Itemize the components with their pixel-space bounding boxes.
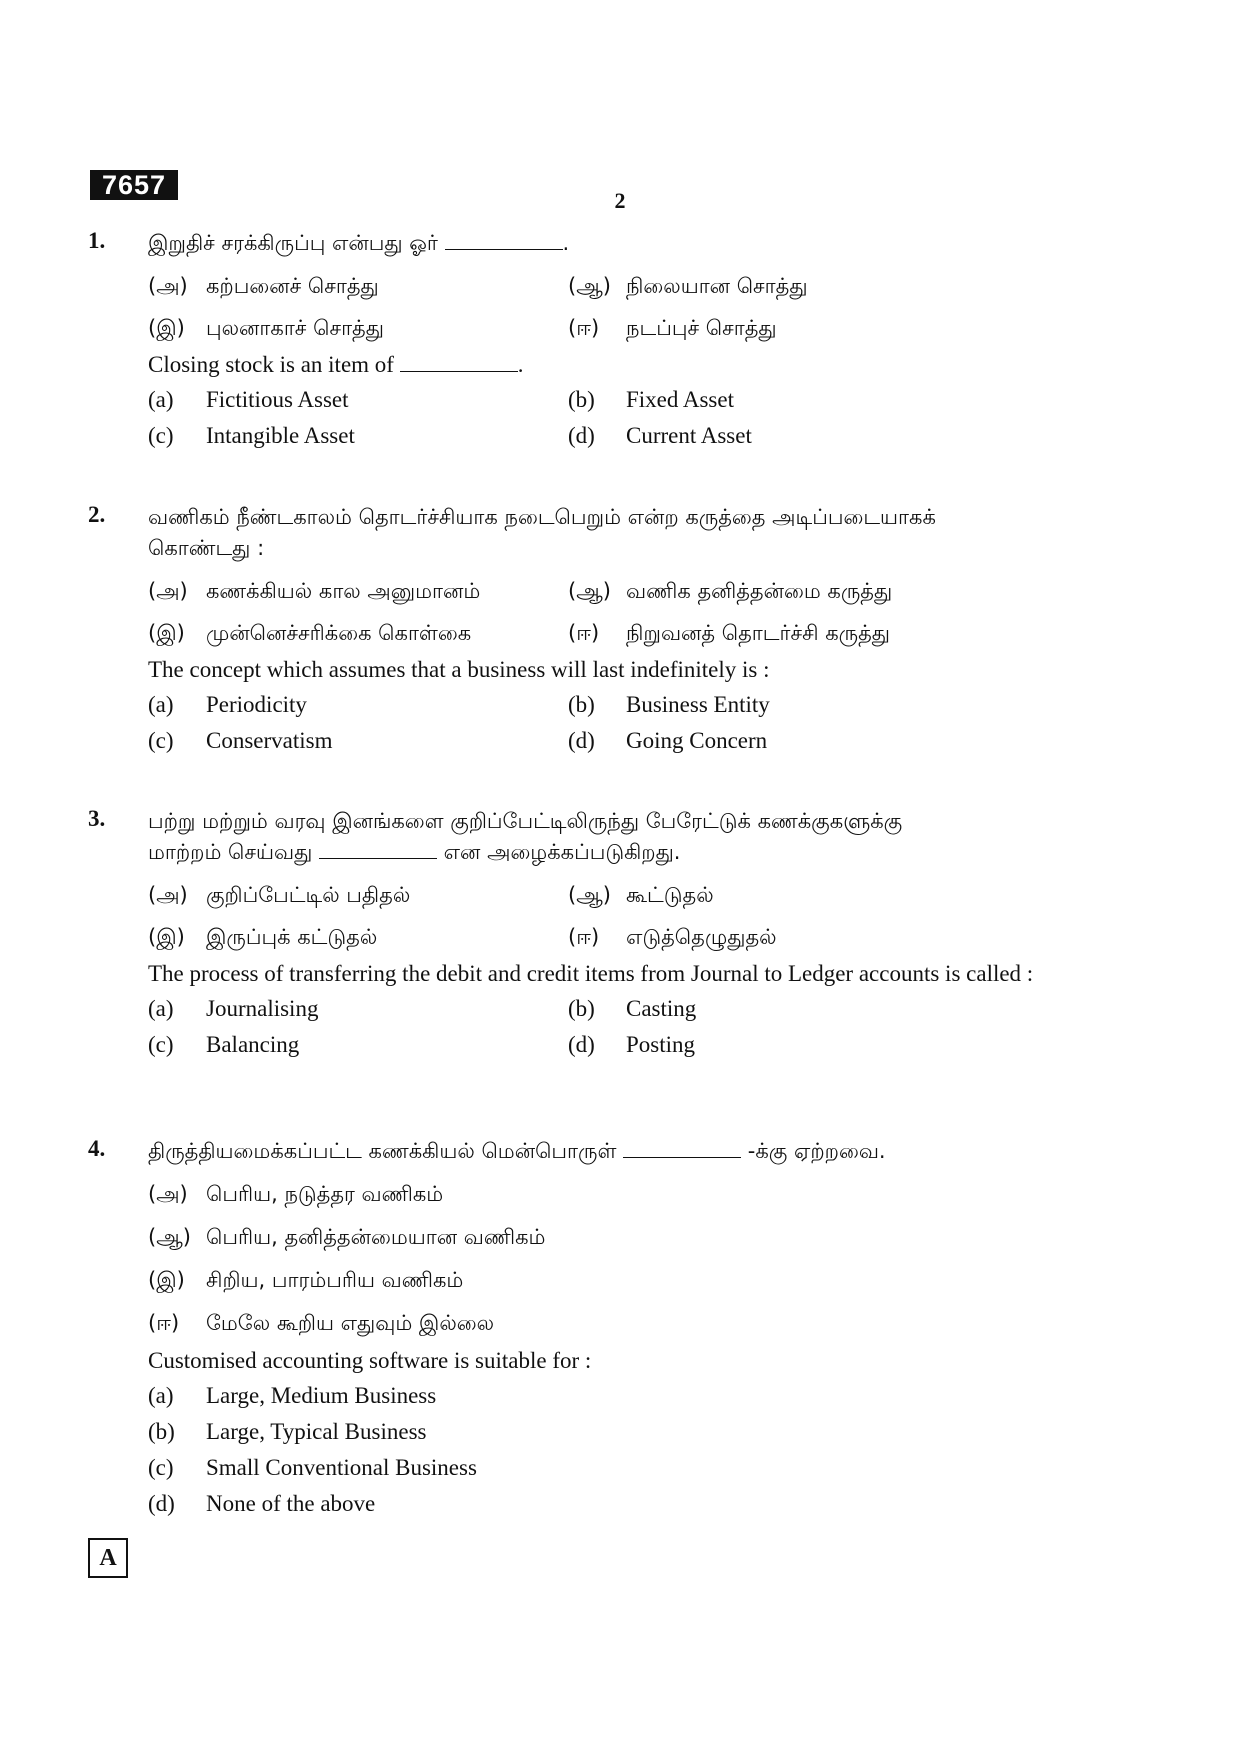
question-2: [88, 502, 1108, 759]
option-english: (c) Intangible Asset: [148, 423, 355, 448]
option-tamil: (ஈ) நடப்புச் சொத்து: [568, 315, 777, 340]
question-number: 3.: [88, 806, 106, 831]
question-stem-english: Closing stock is an item of .: [148, 352, 524, 377]
answer-blank: [319, 858, 437, 859]
option-english: (a) Fictitious Asset: [148, 387, 349, 412]
option-tamil: (அ) கற்பனைச் சொத்து: [148, 273, 379, 298]
option-english: (d) Posting: [568, 1032, 696, 1057]
option-english: (b) Business Entity: [568, 692, 770, 717]
option-english: (a) Large, Medium Business: [148, 1383, 437, 1408]
option-english: (d) None of the above: [148, 1491, 376, 1516]
option-english: (a) Journalising: [148, 996, 319, 1021]
option-tamil: (இ) சிறிய, பாரம்பரிய வணிகம்: [148, 1268, 464, 1292]
question-number: 1.: [88, 228, 106, 253]
option-english: (b) Fixed Asset: [568, 387, 734, 412]
option-english: (d) Current Asset: [568, 423, 752, 448]
option-english: (d) Going Concern: [568, 728, 768, 753]
question-number: 2.: [88, 502, 106, 527]
question-stem-tamil: பற்று மற்றும் வரவு இனங்களை குறிப்பேட்டிலிருந்து பேரேட்டுக் கணக்குகளுக்கு மாற்றம் செய்வது என அழைக்கப்படுகிறது.: [148, 809, 903, 864]
question-series-box: A: [88, 1538, 128, 1578]
option-tamil: (ஆ) கூட்டுதல்: [568, 882, 714, 907]
answer-blank: [445, 249, 563, 250]
page-number: 2: [614, 188, 626, 213]
question-stem-english: The concept which assumes that a business will last indefinitely is :: [148, 657, 770, 682]
answer-blank: [623, 1157, 741, 1158]
option-tamil: (இ) இருப்புக் கட்டுதல்: [148, 924, 378, 949]
option-english: (c) Conservatism: [148, 728, 333, 753]
question-3: [88, 806, 1108, 1063]
option-tamil: (ஈ) நிறுவனத் தொடர்ச்சி கருத்து: [568, 620, 890, 645]
option-tamil: (ஆ) நிலையான சொத்து: [568, 273, 808, 298]
option-tamil: (அ) குறிப்பேட்டில் பதிதல்: [148, 882, 411, 907]
option-english: (c) Small Conventional Business: [148, 1455, 477, 1480]
question-1: [88, 228, 1108, 454]
question-stem-tamil: வணிகம் நீண்டகாலம் தொடர்ச்சியாக நடைபெறும் என்ற கருத்தை அடிப்படையாகக் கொண்டது :: [148, 505, 936, 560]
answer-blank: [400, 371, 518, 372]
option-tamil: (ஈ) எடுத்தெழுதுதல்: [568, 924, 777, 949]
option-tamil: (அ) கணக்கியல் கால அனுமானம்: [148, 578, 481, 603]
question-stem-english: Customised accounting software is suitable for :: [148, 1348, 592, 1373]
question-stem-english: The process of transferring the debit and credit items from Journal to Ledger accounts is called :: [148, 961, 1034, 986]
question-4: [88, 1136, 1108, 1522]
question-number: 4.: [88, 1136, 106, 1161]
option-tamil: (இ) முன்னெச்சரிக்கை கொள்கை: [148, 620, 472, 645]
option-tamil: (ஆ) பெரிய, தனித்தன்மையான வணிகம்: [148, 1225, 546, 1249]
option-english: (c) Balancing: [148, 1032, 300, 1057]
option-english: (b) Casting: [568, 996, 697, 1021]
option-tamil: (இ) புலனாகாச் சொத்து: [148, 315, 384, 340]
question-stem-tamil: திருத்தியமைக்கப்பட்ட கணக்கியல் மென்பொருள் -க்கு ஏற்றவை.: [148, 1139, 886, 1163]
option-english: (b) Large, Typical Business: [148, 1419, 427, 1444]
option-tamil: (ஆ) வணிக தனித்தன்மை கருத்து: [568, 578, 893, 603]
option-english: (a) Periodicity: [148, 692, 307, 717]
option-tamil: (ஈ) மேலே கூறிய எதுவும் இல்லை: [148, 1311, 495, 1335]
question-paper-code: 7657: [90, 170, 178, 200]
question-stem-tamil: இறுதிச் சரக்கிருப்பு என்பது ஓர் .: [148, 231, 570, 255]
option-tamil: (அ) பெரிய, நடுத்தர வணிகம்: [148, 1182, 444, 1206]
